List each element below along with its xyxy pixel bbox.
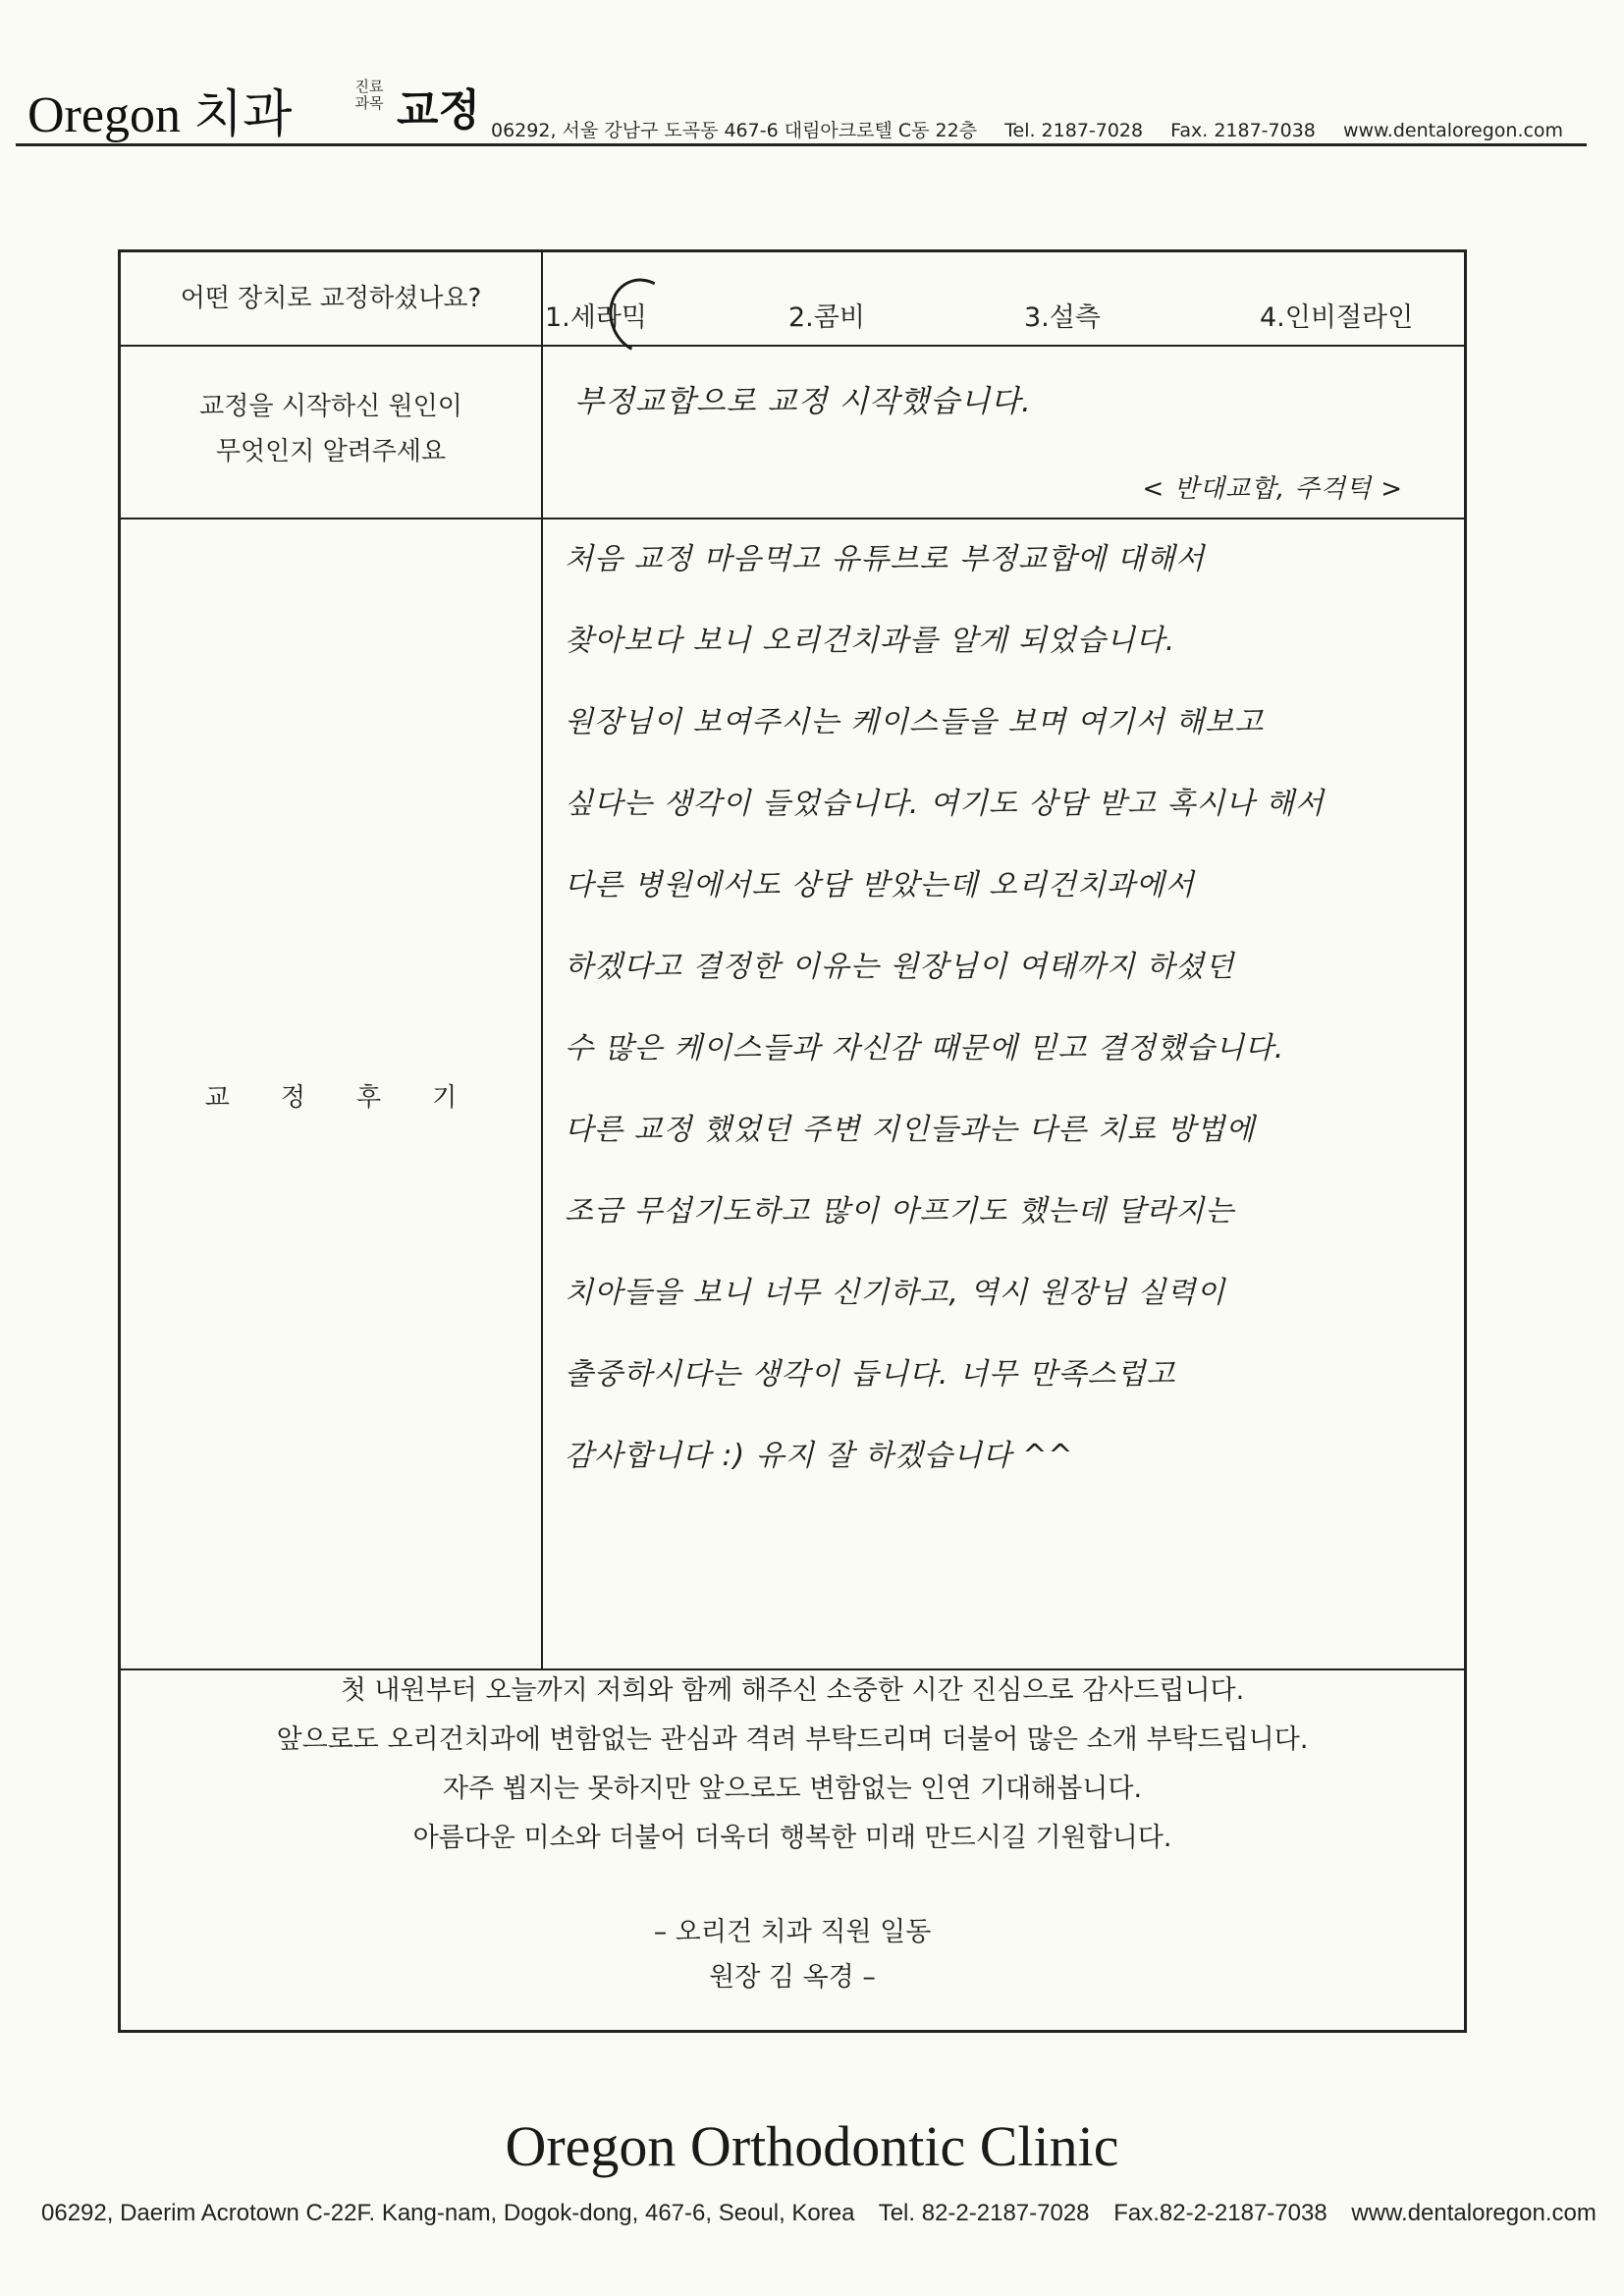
review-line: 다른 교정 했었던 주변 지인들과는 다른 치료 방법에 (565, 1113, 1256, 1147)
review-line: 싶다는 생각이 들었습니다. 여기도 상담 받고 혹시나 해서 (565, 787, 1325, 821)
department-name: 교정 (397, 85, 481, 136)
selected-option-circle (599, 269, 688, 364)
footer-contact (41, 2200, 1597, 2227)
thank-you-line: 자주 뵙지는 못하지만 앞으로도 변함없는 인연 기대해봅니다. (442, 1774, 1143, 1804)
review-line: 수 많은 케이스들과 자신감 때문에 믿고 결정했습니다. (565, 1031, 1285, 1066)
thank-you-message (121, 1667, 1464, 1863)
letterhead (22, 69, 1602, 147)
department-caption-line-1: 진료 (354, 78, 384, 95)
signature-block (121, 1910, 1464, 2000)
header-tel: Tel. 2187-7028 (1004, 120, 1144, 141)
clinic-brand: Oregon 치과 (27, 87, 293, 143)
footer-address: 06292, Daerim Acrotown C-22F. Kang-nam, Dogok-dong, 467-6, Seoul, Korea (41, 2200, 855, 2226)
footer-fax: Fax.82-2-2187-7038 (1113, 2200, 1327, 2226)
option-lingual: 3.설측 (1024, 302, 1101, 333)
header-address: 06292, 서울 강남구 도곡동 467-6 대림아크로텔 C동 22층 (491, 120, 978, 141)
header-rule (16, 143, 1587, 146)
signature-staff: – 오리건 치과 직원 일동 (653, 1917, 932, 1947)
review-line: 찾아보다 보니 오리건치과를 알게 되었습니다. (565, 624, 1176, 658)
review-form (118, 249, 1467, 2033)
device-options (545, 296, 1466, 335)
thank-you-line: 아름다운 미소와 더불어 더욱더 행복한 미래 만드시길 기원합니다. (412, 1823, 1172, 1853)
reason-note: < 반대교합, 주걱턱 > (1142, 474, 1403, 504)
row-divider-1 (121, 345, 1464, 347)
signature-director: 원장 김 옥경 – (709, 1962, 876, 1993)
thank-you-line: 앞으로도 오리건치과에 변함없는 관심과 격려 부탁드리며 더불어 많은 소개 부탁드립니다. (276, 1724, 1309, 1755)
option-combi: 2.콤비 (788, 302, 865, 333)
header-website: www.dentaloregon.com (1342, 120, 1564, 141)
row-divider-2 (121, 518, 1464, 519)
department-caption (350, 79, 389, 112)
option-invisalign: 4.인비절라인 (1260, 302, 1414, 333)
department-caption-line-2: 과목 (354, 94, 384, 112)
review-line: 조금 무섭기도하고 많이 아프기도 했는데 달라지는 (565, 1194, 1235, 1229)
review-label: 교 정 후 기 (204, 1083, 458, 1113)
review-line: 감사합니다 :) 유지 잘 하겠습니다 ^^ (565, 1439, 1074, 1473)
review-line: 하겠다고 결정한 이유는 원장님이 여태까지 하셨던 (565, 950, 1235, 984)
footer-clinic-name: Oregon Orthodontic Clinic (505, 2114, 1119, 2178)
footer-website: www.dentaloregon.com (1351, 2200, 1597, 2226)
review-line: 처음 교정 마음먹고 유튜브로 부정교합에 대해서 (565, 542, 1206, 576)
review-line: 다른 병원에서도 상담 받았는데 오리건치과에서 (565, 868, 1195, 902)
column-divider (541, 252, 543, 1670)
reason-answer: 부정교합으로 교정 시작했습니다. (574, 384, 1032, 419)
thank-you-line: 첫 내원부터 오늘까지 저희와 함께 해주신 소중한 시간 진심으로 감사드립니다. (340, 1675, 1245, 1706)
device-question-label: 어떤 장치로 교정하셨나요? (180, 284, 482, 313)
review-line: 원장님이 보여주시는 케이스들을 보며 여기서 해보고 (565, 705, 1265, 739)
header-fax: Fax. 2187-7038 (1170, 120, 1316, 141)
reason-question-label (121, 384, 541, 474)
reason-label-line-1: 교정을 시작하신 원인이 (199, 392, 462, 421)
footer-tel: Tel. 82-2-2187-7028 (878, 2200, 1090, 2226)
review-line: 치아들을 보니 너무 신기하고, 역시 원장님 실력이 (565, 1276, 1226, 1310)
option-ceramic: 1.세라믹 (545, 302, 648, 333)
reason-label-line-2: 무엇인지 알려주세요 (215, 437, 447, 466)
header-contact (491, 116, 1563, 142)
review-line: 출중하시다는 생각이 듭니다. 너무 만족스럽고 (565, 1357, 1176, 1392)
